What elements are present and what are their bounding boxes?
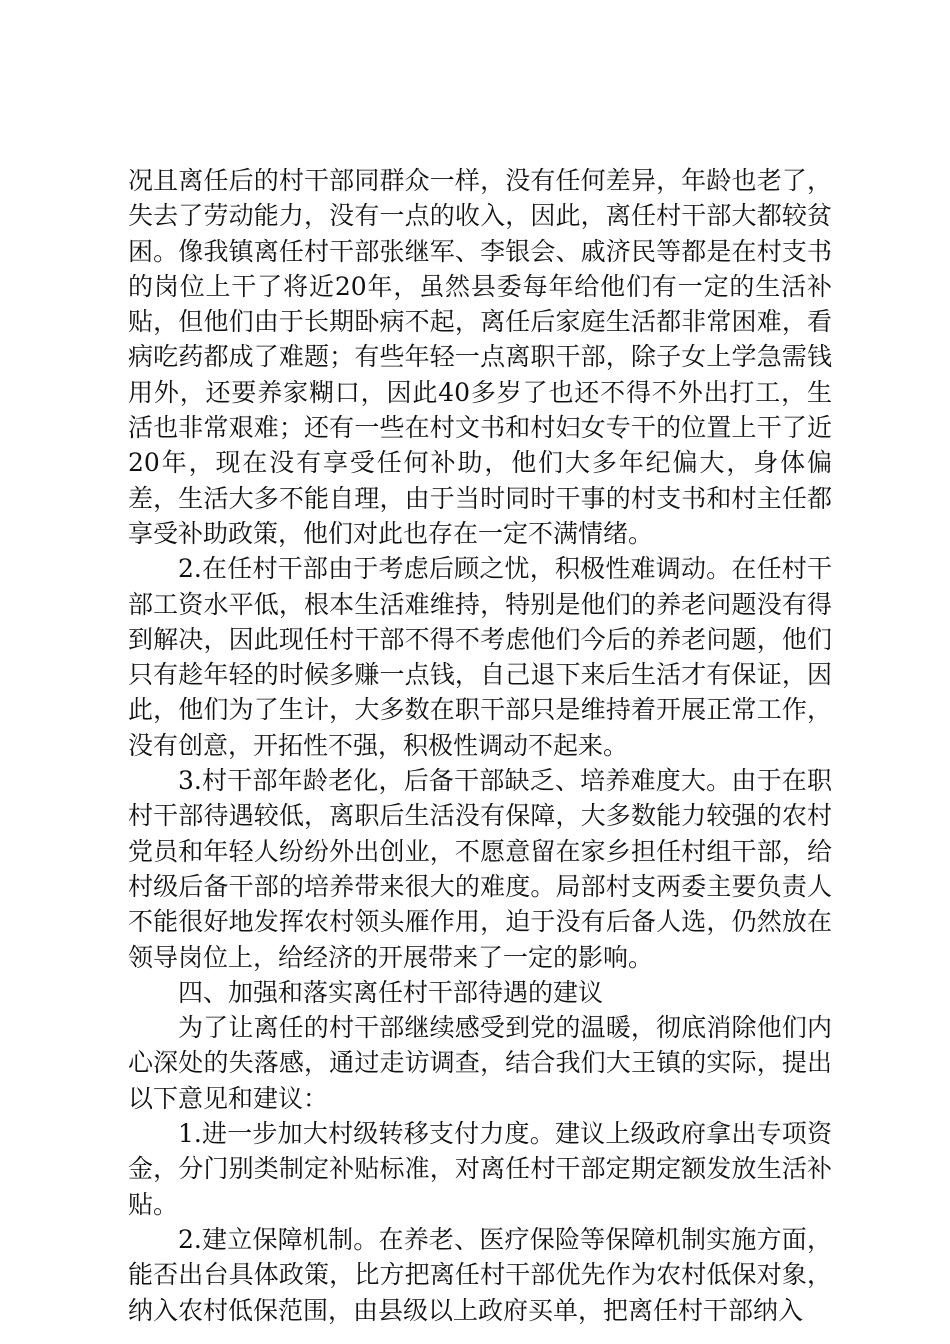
paragraph-continuation: 况且离任后的村干部同群众一样，没有任何差异，年龄也老了，失去了劳动能力，没有一点的收入，因此，离任村干部大都较贫困。像我镇离任村干部张继军、李银会、戚济民等都是在村支书的岗位上干了将近20年，虽然县委每年给他们有一定的生活补贴，但他们由于长期卧病不起，离任后家庭生活都非常困难，看病吃药都成了难题；有些年轻一点离职干部，除子女上学急需钱用外，还要养家糊口，因此40多岁了也还不得不外出打工，生活也非常艰难；还有一些在村文书和村妇女专干的位置上干了近20年，现在没有享受任何补助，他们大多年纪偏大，身体偏差，生活大多不能自理，由于当时同时干事的村支书和村主任都享受补助政策，他们对此也存在一定不满情绪。 <box>128 166 832 548</box>
paragraph-item-2: 2.在任村干部由于考虑后顾之忧，积极性难调动。在任村干部工资水平低，根本生活难维持，特别是他们的养老问题没有得到解决，因此现任村干部不得不考虑他们今后的养老问题，他们只有趁年轻的时候多赚一点钱，自己退下来后生活才有保证，因此，他们为了生计，大多数在职干部只是维持着开展正常工作，没有创意，开拓性不强，积极性调动不起来。 <box>128 554 832 760</box>
paragraph-intro: 为了让离任的村干部继续感受到党的温暖，彻底消除他们内心深处的失落感，通过走访调查，结合我们大王镇的实际，提出以下意见和建议： <box>128 1013 832 1113</box>
document-body <box>128 163 832 1328</box>
section-heading: 四、加强和落实离任村干部待遇的建议 <box>178 977 604 1007</box>
paragraph-suggestion-2: 2.建立保障机制。在养老、医疗保险等保障机制实施方面，能否出台具体政策，比方把离任村干部优先作为农村低保对象，纳入农村低保范围，由县级以上政府买单，把离任村干部纳入 <box>128 1224 832 1325</box>
paragraph-item-3: 3.村干部年龄老化，后备干部缺乏、培养难度大。由于在职村干部待遇较低，离职后生活没有保障，大多数能力较强的农村党员和年轻人纷纷外出创业，不愿意留在家乡担任村组干部，给村级后备干部的培养带来很大的难度。局部村支两委主要负责人不能很好地发挥农村领头雁作用，迫于没有后备人选，仍然放在领导岗位上，给经济的开展带来了一定的影响。 <box>128 766 832 972</box>
paragraph-suggestion-1: 1.进一步加大村级转移支付力度。建议上级政府拿出专项资金，分门别类制定补贴标准，对离任村干部定期定额发放生活补贴。 <box>128 1119 832 1219</box>
